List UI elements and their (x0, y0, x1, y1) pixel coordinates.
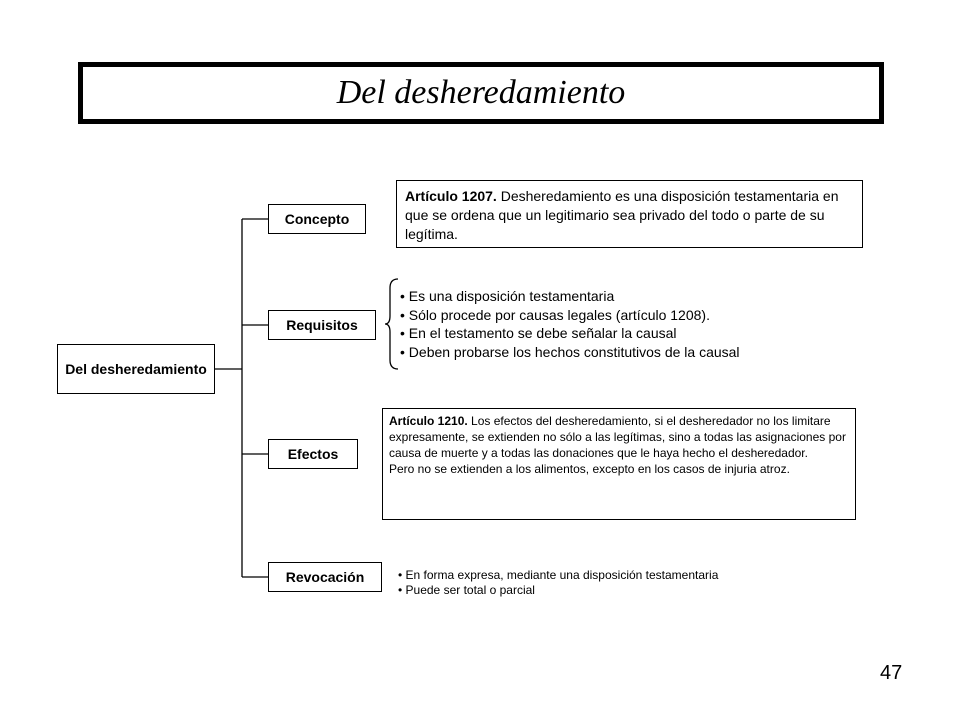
efectos-node: Efectos (268, 439, 358, 469)
requisitos-item: • Sólo procede por causas legales (artículo 1208). (400, 306, 710, 323)
page-title: Del desheredamiento (336, 74, 626, 111)
efectos-article-box (382, 408, 856, 520)
concepto-definition-text: Desheredamiento es una disposición testamentaria en que se ordena que un legitimario sea privado del todo o parte de su legítima. (405, 188, 839, 242)
revocacion-item: • En forma expresa, mediante una disposición testamentaria (398, 568, 719, 582)
page-number: 47 (880, 662, 903, 684)
efectos-paragraph-2: Pero no se extienden a los alimentos, excepto en los casos de injuria atroz. (389, 462, 790, 476)
revocacion-list (398, 568, 718, 598)
efectos-paragraph-1 (389, 413, 849, 461)
requisitos-item: • Es una disposición testamentaria (400, 288, 615, 304)
requisitos-node: Requisitos (268, 310, 376, 340)
efectos-article-ref: Artículo 1210. (389, 414, 468, 428)
revocacion-node: Revocación (268, 562, 382, 592)
concepto-node: Concepto (268, 204, 366, 234)
requisitos-list (400, 287, 740, 361)
revocacion-item: • Puede ser total o parcial (398, 583, 535, 597)
left-brace-icon (384, 278, 400, 370)
root-node: Del desheredamiento (57, 344, 215, 394)
efectos-text: Los efectos del desheredamiento, si el desheredador no los limitare expresamente, se extienden no sólo a las legítimas, sino a todas las asignaciones por causa de muerte y a todas las donaciones que le haya hecho el desheredador. (389, 414, 846, 460)
requisitos-item: • Deben probarse los hechos constitutivos de la causal (400, 343, 740, 360)
concepto-definition-box (396, 180, 863, 248)
requisitos-item: • En el testamento se debe señalar la causal (400, 325, 677, 341)
concepto-article-ref: Artículo 1207. (405, 188, 497, 204)
